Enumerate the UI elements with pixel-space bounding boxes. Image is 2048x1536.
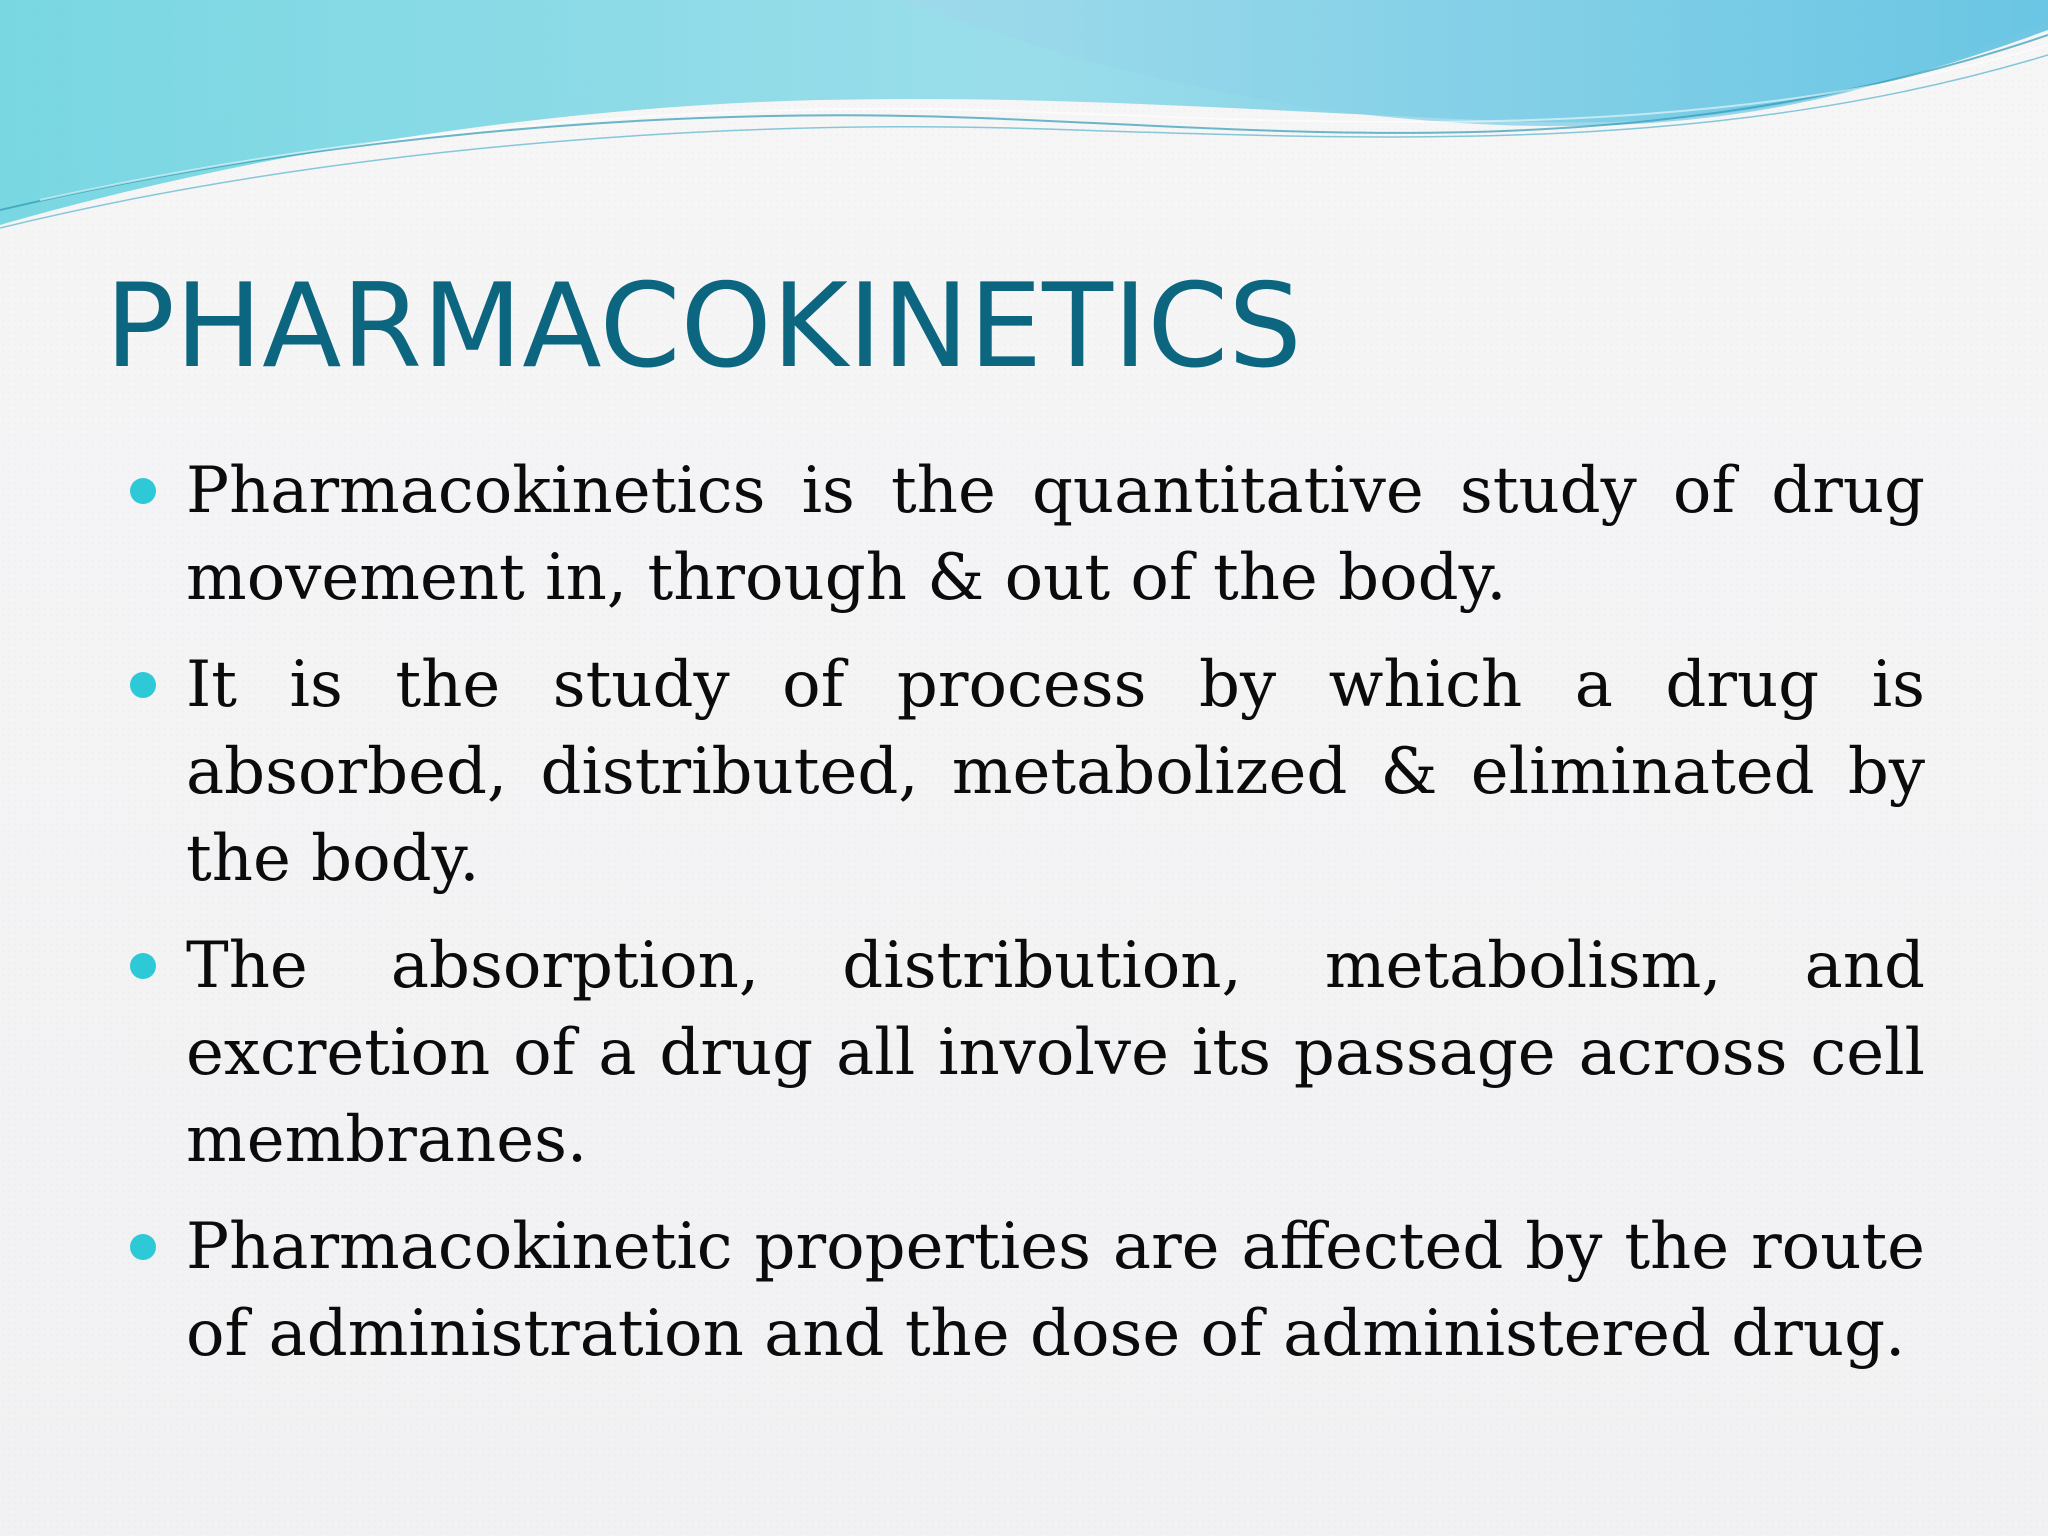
bullet-dot-icon xyxy=(130,672,156,698)
bullet-text: The absorption, distribution, metabolism, and excretion of a drug all involve its passage across cell membranes. xyxy=(186,929,1925,1177)
bullet-list xyxy=(130,448,1925,1398)
bullet-text: Pharmacokinetics is the quantitative study of drug movement in, through & out of the body. xyxy=(186,454,1925,615)
bullet-item xyxy=(130,1204,1925,1378)
bullet-text: Pharmacokinetic properties are affected by the route of administration and the dose of administered drug. xyxy=(186,1210,1925,1371)
bullet-item xyxy=(130,923,1925,1184)
bullet-dot-icon xyxy=(130,953,156,979)
bullet-item xyxy=(130,642,1925,903)
bullet-dot-icon xyxy=(130,1234,156,1260)
bullet-dot-icon xyxy=(130,478,156,504)
header-wave-decoration xyxy=(0,0,2048,240)
slide-title: PHARMACOKINETICS xyxy=(105,259,1302,394)
bullet-item xyxy=(130,448,1925,622)
bullet-text: It is the study of process by which a drug is absorbed, distributed, metabolized & eliminated by the body. xyxy=(186,648,1925,896)
